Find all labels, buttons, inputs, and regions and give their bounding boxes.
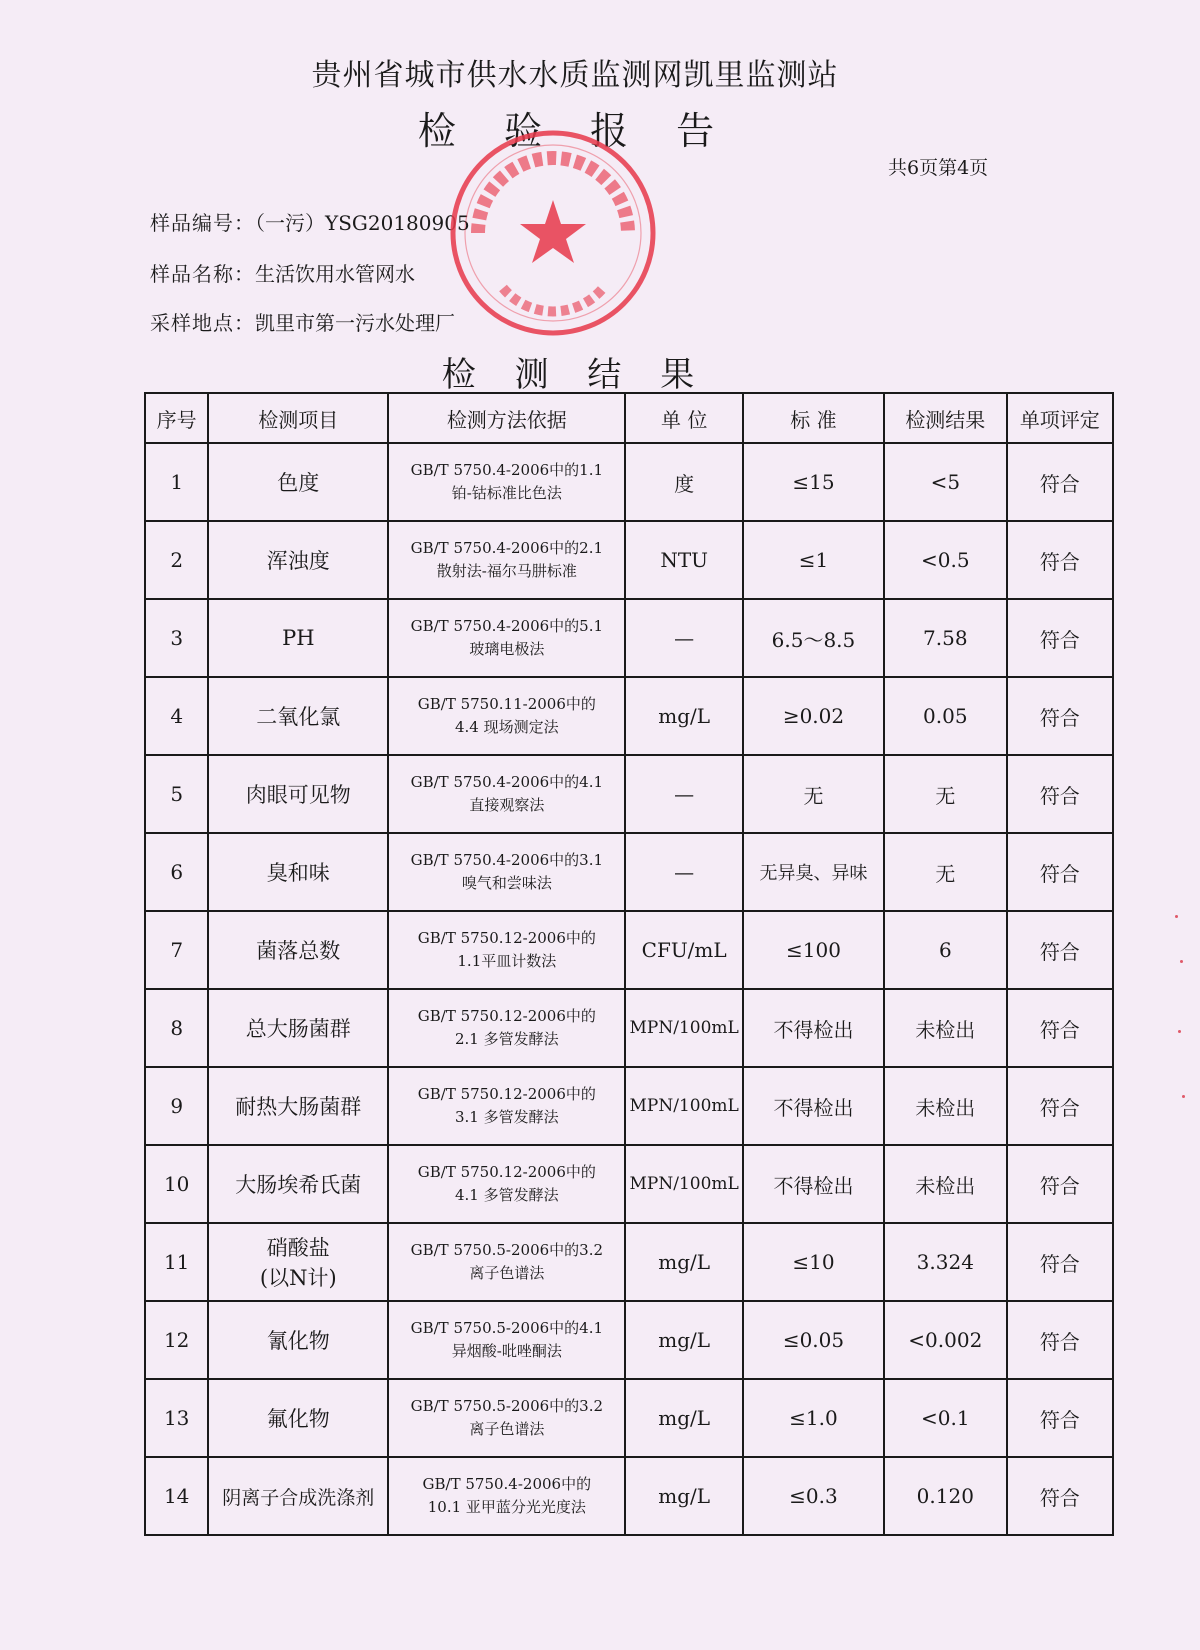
row-unit: mg/L — [625, 1379, 743, 1457]
results-section-title: 检 测 结 果 — [441, 355, 709, 395]
table-row — [145, 521, 1113, 599]
method-line2: 散射法-福尔马肼标准 — [436, 562, 577, 580]
header-verdict: 单项评定 — [1007, 393, 1113, 443]
method-line1: GB/T 5750.5-2006中的3.2 — [410, 1241, 604, 1259]
row-item: 臭和味 — [208, 833, 388, 911]
row-no: 8 — [145, 989, 208, 1067]
row-item: 二氧化氯 — [208, 677, 388, 755]
table-row — [145, 1379, 1113, 1457]
row-no: 13 — [145, 1379, 208, 1457]
method-line1: GB/T 5750.12-2006中的 — [417, 1163, 596, 1181]
row-method — [388, 443, 625, 521]
row-verdict: 符合 — [1007, 1379, 1113, 1457]
sample-id-value: （一污）YSG20180905 — [255, 211, 470, 235]
row-verdict: 符合 — [1007, 1223, 1113, 1301]
row-result: 0.120 — [884, 1457, 1007, 1535]
page-indicator: 共6页第4页 — [888, 157, 989, 179]
row-standard: 不得检出 — [743, 989, 884, 1067]
row-no: 9 — [145, 1067, 208, 1145]
row-method — [388, 599, 625, 677]
method-line1: GB/T 5750.12-2006中的 — [417, 1007, 596, 1025]
method-line1: GB/T 5750.5-2006中的3.2 — [410, 1397, 604, 1415]
row-verdict: 符合 — [1007, 599, 1113, 677]
table-row — [145, 1067, 1113, 1145]
row-method — [388, 755, 625, 833]
row-verdict: 符合 — [1007, 1301, 1113, 1379]
row-verdict: 符合 — [1007, 1145, 1113, 1223]
method-line2: 4.1 多管发酵法 — [455, 1186, 559, 1204]
method-line1: GB/T 5750.4-2006中的5.1 — [410, 617, 604, 635]
row-result: 无 — [884, 755, 1007, 833]
row-no: 7 — [145, 911, 208, 989]
row-standard: ≤1 — [743, 521, 884, 599]
row-verdict: 符合 — [1007, 833, 1113, 911]
header-item: 检测项目 — [208, 393, 388, 443]
row-item — [208, 1223, 388, 1301]
row-unit: mg/L — [625, 677, 743, 755]
row-result: <5 — [884, 443, 1007, 521]
row-no: 12 — [145, 1301, 208, 1379]
row-result: 7.58 — [884, 599, 1007, 677]
sampling-location-row — [150, 307, 455, 336]
row-result: <0.1 — [884, 1379, 1007, 1457]
row-verdict: 符合 — [1007, 1067, 1113, 1145]
row-verdict: 符合 — [1007, 755, 1113, 833]
header-method: 检测方法依据 — [388, 393, 625, 443]
row-standard: 6.5～8.5 — [743, 599, 884, 677]
method-line2: 10.1 亚甲蓝分光光度法 — [427, 1498, 586, 1516]
row-method — [388, 989, 625, 1067]
row-item: 菌落总数 — [208, 911, 388, 989]
table-row — [145, 1457, 1113, 1535]
row-result: <0.5 — [884, 521, 1007, 599]
table-row — [145, 1301, 1113, 1379]
row-standard: ≥0.02 — [743, 677, 884, 755]
method-line2: 直接观察法 — [469, 796, 545, 814]
row-standard: ≤100 — [743, 911, 884, 989]
row-item: 氰化物 — [208, 1301, 388, 1379]
row-result: 6 — [884, 911, 1007, 989]
organization-title: 贵州省城市供水水质监测网凯里监测站 — [311, 58, 839, 93]
row-unit: mg/L — [625, 1223, 743, 1301]
row-unit: — — [625, 833, 743, 911]
method-line2: 异烟酸-吡唑酮法 — [451, 1342, 562, 1360]
ink-speck — [1180, 960, 1183, 963]
row-result: 未检出 — [884, 1067, 1007, 1145]
row-unit: MPN/100mL — [625, 1145, 743, 1223]
row-unit: — — [625, 599, 743, 677]
row-result: 0.05 — [884, 677, 1007, 755]
row-item: PH — [208, 599, 388, 677]
ink-speck — [1178, 1030, 1181, 1033]
method-line2: 3.1 多管发酵法 — [455, 1108, 559, 1126]
row-unit: MPN/100mL — [625, 989, 743, 1067]
method-line1: GB/T 5750.4-2006中的 — [422, 1475, 592, 1493]
sample-name-label: 样品名称： — [150, 262, 255, 286]
report-title: 检 验 报 告 — [417, 109, 733, 153]
row-verdict: 符合 — [1007, 1457, 1113, 1535]
row-method — [388, 1457, 625, 1535]
row-item: 大肠埃希氏菌 — [208, 1145, 388, 1223]
row-method — [388, 1145, 625, 1223]
row-unit: 度 — [625, 443, 743, 521]
header-unit: 单 位 — [625, 393, 743, 443]
row-unit: mg/L — [625, 1301, 743, 1379]
row-result: 未检出 — [884, 1145, 1007, 1223]
row-standard: ≤0.3 — [743, 1457, 884, 1535]
table-header-row — [145, 393, 1113, 443]
row-method — [388, 833, 625, 911]
method-line1: GB/T 5750.12-2006中的 — [417, 929, 596, 947]
row-standard: 无异臭、异味 — [743, 833, 884, 911]
table-row — [145, 599, 1113, 677]
row-item: 总大肠菌群 — [208, 989, 388, 1067]
method-line1: GB/T 5750.4-2006中的3.1 — [410, 851, 604, 869]
row-standard: ≤15 — [743, 443, 884, 521]
row-unit: mg/L — [625, 1457, 743, 1535]
method-line2: 2.1 多管发酵法 — [455, 1030, 559, 1048]
row-verdict: 符合 — [1007, 911, 1113, 989]
method-line2: 玻璃电极法 — [469, 640, 545, 658]
item-line2: (以N计) — [259, 1266, 337, 1290]
row-unit: CFU/mL — [625, 911, 743, 989]
table-row — [145, 677, 1113, 755]
sample-id-label: 样品编号： — [150, 211, 255, 235]
method-line1: GB/T 5750.4-2006中的1.1 — [410, 461, 604, 479]
row-item: 耐热大肠菌群 — [208, 1067, 388, 1145]
method-line2: 1.1平皿计数法 — [457, 952, 557, 970]
method-line2: 嗅气和尝味法 — [461, 874, 552, 892]
sample-name-value: 生活饮用水管网水 — [255, 262, 415, 286]
row-no: 10 — [145, 1145, 208, 1223]
table-row — [145, 1145, 1113, 1223]
header-no: 序号 — [145, 393, 208, 443]
sample-name-row — [150, 258, 415, 287]
row-verdict: 符合 — [1007, 443, 1113, 521]
row-result: <0.002 — [884, 1301, 1007, 1379]
row-item: 氟化物 — [208, 1379, 388, 1457]
method-line1: GB/T 5750.11-2006中的 — [417, 695, 596, 713]
table-row — [145, 443, 1113, 521]
row-verdict: 符合 — [1007, 521, 1113, 599]
row-method — [388, 1067, 625, 1145]
ink-speck — [1182, 1095, 1185, 1098]
row-no: 4 — [145, 677, 208, 755]
row-no: 3 — [145, 599, 208, 677]
method-line2: 离子色谱法 — [469, 1420, 545, 1438]
table-row — [145, 833, 1113, 911]
results-table — [144, 392, 1114, 1536]
row-no: 1 — [145, 443, 208, 521]
row-result: 3.324 — [884, 1223, 1007, 1301]
row-method — [388, 1379, 625, 1457]
ink-speck — [1175, 915, 1178, 918]
row-standard: ≤10 — [743, 1223, 884, 1301]
sampling-location-value: 凯里市第一污水处理厂 — [255, 311, 455, 335]
official-seal-stamp — [448, 128, 658, 338]
row-unit: — — [625, 755, 743, 833]
row-standard: ≤1.0 — [743, 1379, 884, 1457]
table-row — [145, 989, 1113, 1067]
row-item: 阴离子合成洗涤剂 — [208, 1457, 388, 1535]
row-no: 14 — [145, 1457, 208, 1535]
method-line1: GB/T 5750.4-2006中的4.1 — [410, 773, 604, 791]
row-method — [388, 911, 625, 989]
row-no: 11 — [145, 1223, 208, 1301]
row-method — [388, 1301, 625, 1379]
row-unit: MPN/100mL — [625, 1067, 743, 1145]
sample-id-row — [150, 207, 470, 236]
row-result: 未检出 — [884, 989, 1007, 1067]
row-unit: NTU — [625, 521, 743, 599]
table-row — [145, 911, 1113, 989]
method-line2: 离子色谱法 — [469, 1264, 545, 1282]
method-line1: GB/T 5750.12-2006中的 — [417, 1085, 596, 1103]
row-standard: ≤0.05 — [743, 1301, 884, 1379]
method-line1: GB/T 5750.4-2006中的2.1 — [410, 539, 604, 557]
header-result: 检测结果 — [884, 393, 1007, 443]
row-item: 肉眼可见物 — [208, 755, 388, 833]
table-row — [145, 755, 1113, 833]
sampling-location-label: 采样地点： — [150, 311, 255, 335]
item-line1: 硝酸盐 — [266, 1236, 330, 1260]
table-row — [145, 1223, 1113, 1301]
row-no: 5 — [145, 755, 208, 833]
row-no: 2 — [145, 521, 208, 599]
row-method — [388, 1223, 625, 1301]
row-method — [388, 677, 625, 755]
row-verdict: 符合 — [1007, 677, 1113, 755]
method-line1: GB/T 5750.5-2006中的4.1 — [410, 1319, 604, 1337]
row-standard: 无 — [743, 755, 884, 833]
row-verdict: 符合 — [1007, 989, 1113, 1067]
row-no: 6 — [145, 833, 208, 911]
row-standard: 不得检出 — [743, 1145, 884, 1223]
row-result: 无 — [884, 833, 1007, 911]
header-standard: 标 准 — [743, 393, 884, 443]
row-item: 浑浊度 — [208, 521, 388, 599]
row-method — [388, 521, 625, 599]
method-line2: 铂-钴标准比色法 — [451, 484, 562, 502]
row-standard: 不得检出 — [743, 1067, 884, 1145]
row-item: 色度 — [208, 443, 388, 521]
method-line2: 4.4 现场测定法 — [455, 718, 559, 736]
